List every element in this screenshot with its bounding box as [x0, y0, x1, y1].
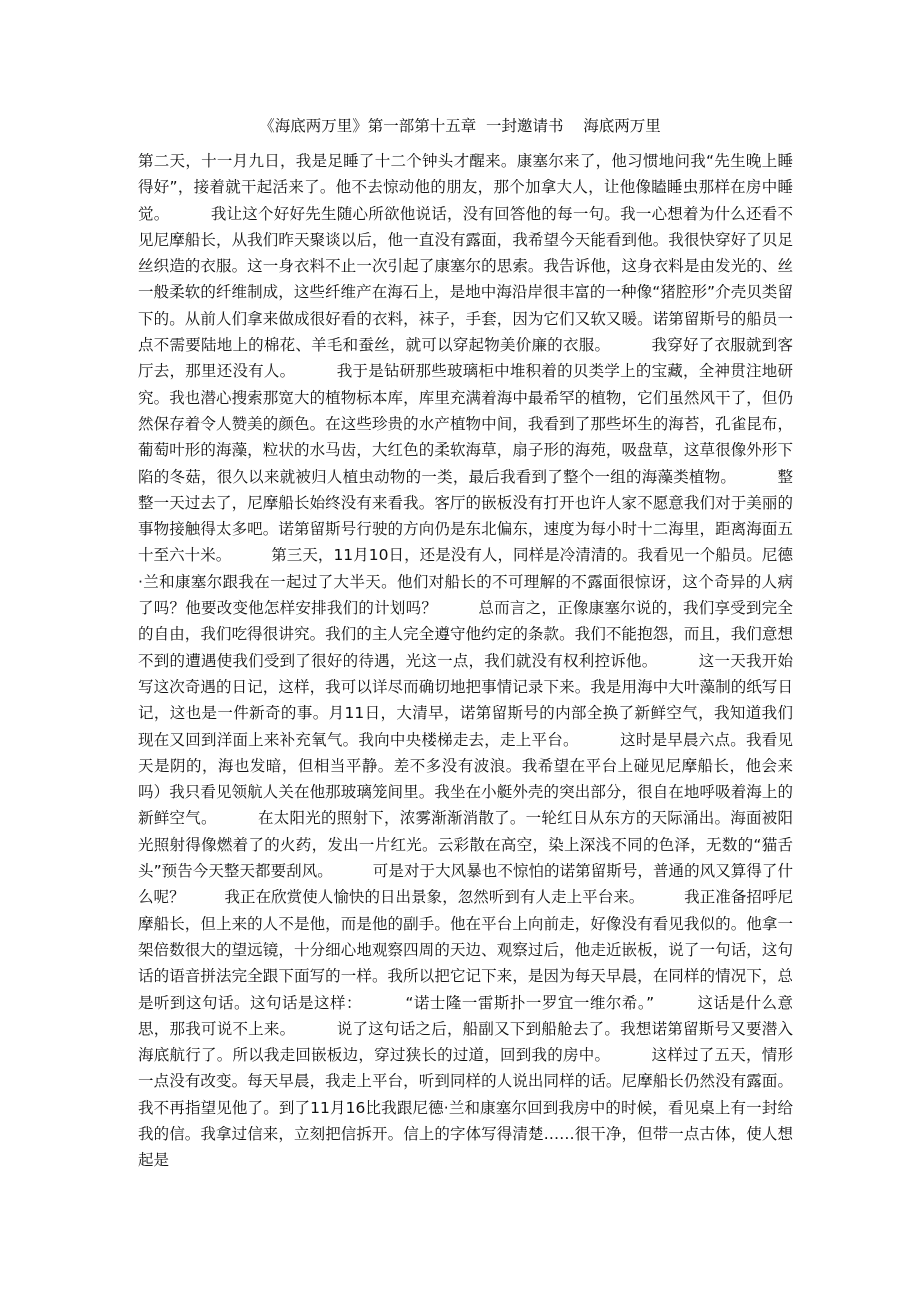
document-body-text: 第二天，十一月九日，我是足睡了十二个钟头才醒来。康塞尔来了，他习惯地问我“先生晚上睡得好”，接着就干起活来了。他不去惊动他的朋友，那个加拿大人，让他像瞌睡虫那样在房中睡觉。 我让这个好好先生随心所欲他说话，没有回答他的每一句。我一心想着为什么还看不见尼摩船长，从我们昨天聚谈以后，他一直没有露面，我希望今天能看到他。我很快穿好了贝足丝织造的衣服。这一身衣料不止一次引起了康塞尔的思索。我告诉他，这身衣料是由发光的、丝一般柔软的纤维制成，这些纤维产在海石上，是地中海沿岸很丰富的一种像“猪腔形”介壳贝类留下的。从前人们拿来做成很好看的衣料，袜子，手套，因为它们又软又暖。诺第留斯号的船员一点不需要陆地上的棉花、羊毛和蚕丝，就可以穿起物美价廉的衣服。 我穿好了衣服就到客厅去，那里还没有人。 我于是钻研那些玻璃柜中堆积着的贝类学上的宝藏，全神贯注地研究。我也潜心搜索那宽大的植物标本库，库里充满着海中最希罕的植物，它们虽然风干了，但仍然保存着令人赞美的颜色。在这些珍贵的水产植物中间，我看到了那些坏生的海苔，孔雀昆布，葡萄叶形的海藻，粒状的水马齿，大红色的柔软海草，扇子形的海苑，吸盘草，这草很像外形下陷的冬菇，很久以来就被归人植虫动物的一类，最后我看到了整个一组的海藻类植物。 整整一天过去了，尼摩船长始终没有来看我。客厅的嵌板没有打开也许人家不愿意我们对于美丽的事物接触得太多吧。诺第留斯号行驶的方向仍是东北偏东，速度为每小时十二海里，距离海面五十至六十米。 第三天，11月10日，还是没有人，同样是冷清清的。我看见一个船员。尼德·兰和康塞尔跟我在一起过了大半天。他们对船长的不可理解的不露面很惊讶，这个奇异的人病了吗？他要改变他怎样安排我们的计划吗？ 总而言之，正像康塞尔说的，我们享受到完全的自由，我们吃得很讲究。我们的主人完全遵守他约定的条款。我们不能抱怨，而且，我们意想不到的遭遇使我们受到了很好的待遇，光这一点，我们就没有权利控诉他。 这一天我开始写这次奇遇的日记，这样，我可以详尽而确切地把事情记录下来。我是用海中大叶藻制的纸写日记，这也是一件新奇的事。月11日，大清早，诺第留斯号的内部全换了新鲜空气，我知道我们现在又回到洋面上来补充氧气。我向中央楼梯走去，走上平台。 这时是早晨六点。我看见天是阴的，海也发暗，但相当平静。差不多没有波浪。我希望在平台上碰见尼摩船长，他会来吗）我只看见领航人关在他那玻璃笼间里。我坐在小艇外壳的突出部分，很自在地呼吸着海上的新鲜空气。 在太阳光的照射下，浓雾渐渐消散了。一轮红日从东方的天际涌出。海面被阳光照射得像燃着了的火药，发出一片红光。云彩散在高空，染上深浅不同的色泽，无数的“猫舌头”预告今天整天都要刮风。 可是对于大风暴也不惊怕的诺第留斯号，普通的风又算得了什么呢？ 我正在欣赏使人愉快的日出景象，忽然听到有人走上平台来。 我正准备招呼尼摩船长，但上来的人不是他，而是他的副手。他在平台上向前走，好像没有看见我似的。他拿一架倍数很大的望远镜，十分细心地观察四周的天边、观察过后，他走近嵌板，说了一句话，这句话的语音拼法完全跟下面写的一样。我所以把它记下来，是因为每天早晨，在同样的情况下，总是听到这句话。这句话是这样： “诺士隆一雷斯扑一罗宜一维尔希。” 这话是什么意思，那我可说不上来。 说了这句话之后，船副又下到船舱去了。我想诺第留斯号又要潜入海底航行了。所以我走回嵌板边，穿过狭长的过道，回到我的房中。 这样过了五天，情形一点没有改变。每天早晨，我走上平台，听到同样的人说出同样的话。尼摩船长仍然没有露面。 我不再指望见他了。到了11月16比我跟尼德·兰和康塞尔回到我房中的时候，看见桌上有一封给我的信。我拿过信来，立刻把信拆开。信上的字体写得清楚……很干净，但带一点古体，使人想起是	[138, 152, 833, 1170]
document-title: 《海底两万里》第一部第十五章 一封邀请书 海底两万里	[259, 117, 661, 135]
